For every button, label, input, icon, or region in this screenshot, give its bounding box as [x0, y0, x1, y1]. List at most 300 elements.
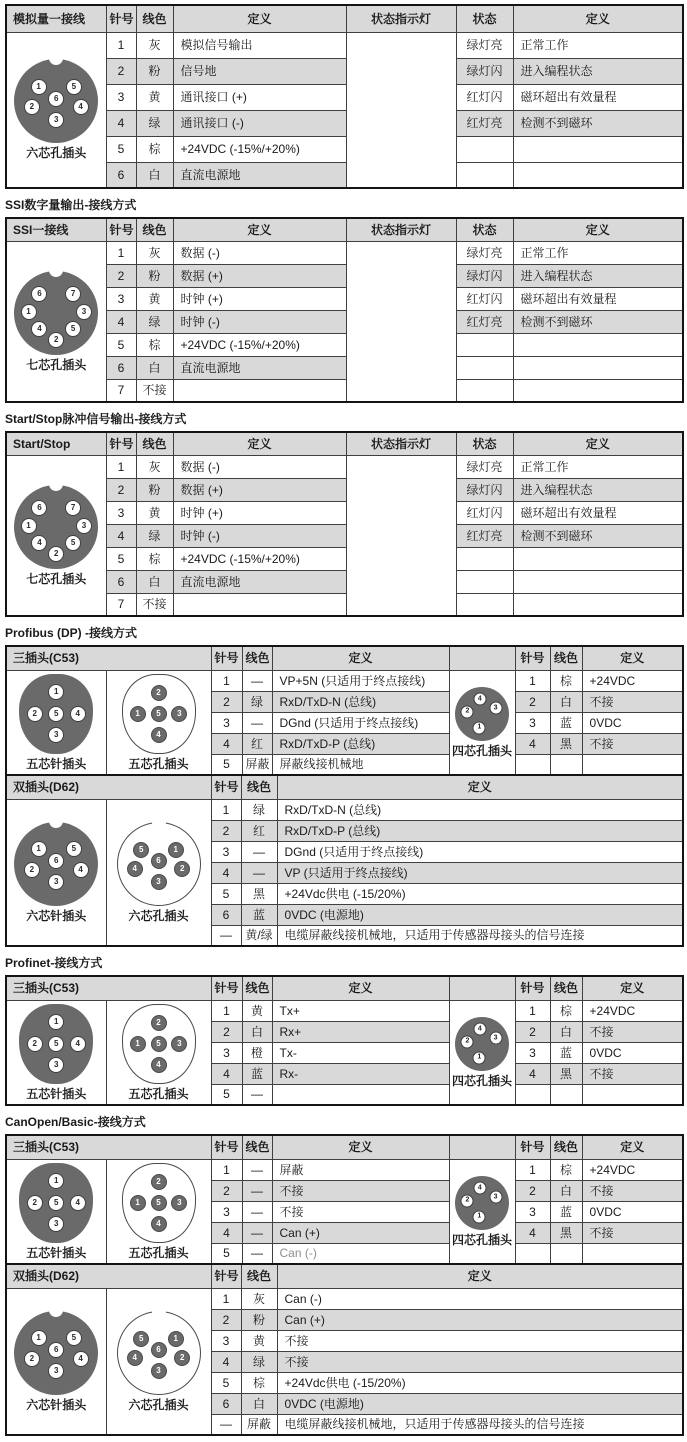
- pin-definition: RxD/TxD-P (总线): [272, 733, 449, 754]
- pin-definition: DGnd (只适用于终点接线): [277, 841, 683, 862]
- pin-number: 7: [106, 379, 136, 402]
- column-header: 针号: [211, 646, 242, 670]
- column-header: 定义: [582, 1135, 683, 1159]
- table-row: [6, 1288, 683, 1309]
- pin-4: 4: [73, 99, 89, 115]
- pin-1: 1: [130, 706, 146, 722]
- status-indicator-cell: [346, 241, 456, 402]
- wire-color: 绿: [136, 310, 173, 333]
- column-header: 定义: [277, 1264, 683, 1288]
- pin-definition: +24Vdc供电 (-15/20%): [277, 883, 683, 904]
- pin-4: 4: [31, 321, 47, 337]
- pin-3: 3: [171, 1195, 187, 1211]
- four-hole-diagram: [455, 687, 509, 741]
- pin-number: 6: [211, 904, 241, 925]
- table-row: [6, 547, 683, 570]
- status-name: 红灯亮: [456, 110, 513, 136]
- pin-definition: VP+5N (只适用于终点接线): [272, 670, 449, 691]
- connector-cell: [6, 455, 106, 616]
- pin-number: 5: [211, 754, 242, 775]
- status-name: 绿灯亮: [456, 241, 513, 264]
- status-name: [456, 356, 513, 379]
- pin-1: 1: [21, 518, 37, 534]
- status-name: 红灯闪: [456, 501, 513, 524]
- pin-number: 6: [211, 1393, 241, 1414]
- six-hole-diagram: [14, 59, 98, 143]
- table-row: [6, 356, 683, 379]
- wire-color: 粉: [136, 264, 173, 287]
- wire-color: 不接: [136, 593, 173, 616]
- status-definition: [513, 333, 683, 356]
- pin-definition: DGnd (只适用于终点接线): [272, 712, 449, 733]
- wire-color: 绿: [136, 524, 173, 547]
- pin-definition: 时钟 (-): [173, 524, 346, 547]
- connector-notch-icon: [49, 1308, 63, 1317]
- pin-5: 5: [48, 1036, 64, 1052]
- six-hole-light-diagram: [117, 822, 201, 906]
- pin-number: 4: [211, 1222, 242, 1243]
- wire-color: 白: [550, 1180, 582, 1201]
- pin-7: 7: [65, 286, 81, 302]
- header-row: [6, 646, 683, 670]
- ssi-wiring-table-mount: [5, 217, 682, 403]
- pin-5: 5: [65, 321, 81, 337]
- column-header: 针号: [211, 1264, 241, 1288]
- column-header: 定义: [272, 1135, 449, 1159]
- pin-number: 3: [211, 712, 242, 733]
- wire-color: 黄: [136, 287, 173, 310]
- four-pin-column-header: [449, 976, 515, 1000]
- pin-definition: 直流电源地: [173, 570, 346, 593]
- wiring-table-ssi: [5, 217, 684, 403]
- column-header: 针号: [211, 775, 241, 799]
- column-header: 针号: [515, 976, 550, 1000]
- status-name: 红灯亮: [456, 310, 513, 333]
- connector-cell: [6, 799, 106, 946]
- column-header: 状态: [456, 5, 513, 32]
- pin-number: 1: [106, 241, 136, 264]
- section-ssi: [5, 198, 682, 403]
- pin-4: 4: [151, 1216, 167, 1232]
- wiring-table-profibus-d62: [5, 774, 684, 947]
- table-row: [6, 58, 683, 84]
- pin-3: 3: [489, 702, 502, 715]
- pin-definition: VP (只适用于终点接线): [277, 862, 683, 883]
- pin-6: 6: [151, 1342, 167, 1358]
- pin-number: 4: [106, 310, 136, 333]
- pin-number: 1: [211, 1159, 242, 1180]
- pin-number: 2: [106, 58, 136, 84]
- pin-6: 6: [151, 853, 167, 869]
- pin-definition: 不接: [582, 1063, 683, 1084]
- pin-definition: Rx+: [272, 1021, 449, 1042]
- pin-number: 6: [106, 356, 136, 379]
- pin-definition: 0VDC: [582, 712, 683, 733]
- table-row: [6, 32, 683, 58]
- pin-definition: [582, 1243, 683, 1264]
- pin-1: 1: [31, 841, 47, 857]
- pin-2: 2: [27, 1195, 43, 1211]
- wire-color: —: [242, 670, 272, 691]
- connector-label: 七芯孔插头: [26, 571, 87, 586]
- status-definition: 进入编程状态: [513, 58, 683, 84]
- wire-color: 棕: [550, 670, 582, 691]
- connector-cell: [106, 670, 211, 775]
- section-title-ssi: SSI数字量输出-接线方式: [5, 198, 137, 212]
- wire-color: 蓝: [242, 1063, 272, 1084]
- status-definition: 正常工作: [513, 241, 683, 264]
- connector-cell: [6, 241, 106, 402]
- wire-color: [550, 1243, 582, 1264]
- pin-1: 1: [48, 684, 64, 700]
- pin-definition: 通讯接口 (+): [173, 84, 346, 110]
- pin-number: 1: [211, 1288, 241, 1309]
- wire-color: —: [242, 1201, 272, 1222]
- connector-cell: [106, 1000, 211, 1105]
- pin-1: 1: [473, 721, 486, 734]
- connector-label: 四芯孔插头: [452, 1073, 513, 1088]
- table-label: 双插头(D62): [6, 775, 211, 799]
- pin-definition: Can (-): [272, 1243, 449, 1264]
- five-male-diagram: [19, 1163, 93, 1243]
- table-row: [6, 593, 683, 616]
- status-indicator-header: 状态指示灯: [346, 5, 456, 32]
- status-definition: 检测不到磁环: [513, 110, 683, 136]
- pin-number: 1: [211, 799, 241, 820]
- pin-1: 1: [168, 842, 184, 858]
- status-definition: 进入编程状态: [513, 264, 683, 287]
- wire-color: 绿: [241, 1351, 277, 1372]
- connector-label: 四芯孔插头: [452, 1232, 513, 1247]
- table-row: [6, 379, 683, 402]
- wire-color: [550, 754, 582, 775]
- pin-number: 2: [106, 264, 136, 287]
- pin-1: 1: [21, 304, 37, 320]
- pin-2: 2: [151, 1174, 167, 1190]
- four-pin-column-header: [449, 1135, 515, 1159]
- pin-2: 2: [461, 1035, 474, 1048]
- column-header: 针号: [515, 646, 550, 670]
- pin-number: 7: [106, 593, 136, 616]
- header-row: [6, 432, 683, 455]
- pin-definition: 数据 (-): [173, 241, 346, 264]
- pin-number: [515, 1243, 550, 1264]
- connector-label: 五芯孔插头: [128, 1245, 189, 1260]
- pin-1: 1: [48, 1173, 64, 1189]
- pin-definition: RxD/TxD-N (总线): [272, 691, 449, 712]
- wire-color: 绿: [241, 799, 277, 820]
- connector: [453, 687, 512, 758]
- pin-3: 3: [48, 112, 64, 128]
- connector-cell: [6, 1288, 106, 1435]
- pin-definition: 直流电源地: [173, 162, 346, 188]
- connector: [10, 674, 103, 771]
- connector-cell: [6, 1000, 106, 1105]
- table-row: [6, 670, 683, 691]
- pin-definition: 不接: [582, 1222, 683, 1243]
- pin-3: 3: [171, 706, 187, 722]
- pin-3: 3: [489, 1032, 502, 1045]
- pin-definition: 信号地: [173, 58, 346, 84]
- pin-number: 2: [515, 1180, 550, 1201]
- four-hole-diagram: [455, 1176, 509, 1230]
- pin-4: 4: [127, 1350, 143, 1366]
- column-header: 线色: [136, 432, 173, 455]
- pin-3: 3: [48, 1216, 64, 1232]
- table-row: [6, 524, 683, 547]
- wiring-table-canopen-d62: [5, 1263, 684, 1436]
- connector-cell: [449, 670, 515, 775]
- pin-2: 2: [24, 862, 40, 878]
- connector-notch-icon: [49, 819, 63, 828]
- wire-color: 蓝: [550, 1042, 582, 1063]
- section-title-startstop: Start/Stop脉冲信号输出-接线方式: [5, 412, 187, 426]
- wire-color: 棕: [241, 1372, 277, 1393]
- pin-6: 6: [48, 91, 64, 107]
- pin-4: 4: [70, 706, 86, 722]
- column-header: 定义: [582, 976, 683, 1000]
- status-name: [456, 593, 513, 616]
- status-name: 红灯闪: [456, 84, 513, 110]
- pin-5: 5: [133, 1331, 149, 1347]
- pin-number: 2: [106, 478, 136, 501]
- column-header: 线色: [241, 775, 277, 799]
- status-name: [456, 162, 513, 188]
- pin-3: 3: [151, 1363, 167, 1379]
- table-label: 三插头(C53): [6, 646, 211, 670]
- pin-definition: 数据 (+): [173, 264, 346, 287]
- wire-color: 黄: [241, 1330, 277, 1351]
- column-header: 线色: [136, 218, 173, 241]
- wire-color: 白: [136, 356, 173, 379]
- wire-color: [550, 1084, 582, 1105]
- pin-definition: [272, 1084, 449, 1105]
- table-row: [6, 310, 683, 333]
- pin-definition: 不接: [277, 1351, 683, 1372]
- column-header: 定义: [272, 976, 449, 1000]
- pin-definition: 不接: [277, 1330, 683, 1351]
- connector-cell: [6, 32, 106, 188]
- pin-number: 5: [211, 1372, 241, 1393]
- five-hole-diagram: [122, 1163, 196, 1243]
- pin-1: 1: [31, 79, 47, 95]
- pin-definition: 0VDC (电源地): [277, 904, 683, 925]
- table-row: [6, 84, 683, 110]
- status-name: [456, 379, 513, 402]
- status-definition: 正常工作: [513, 455, 683, 478]
- wire-color: 黑: [550, 1222, 582, 1243]
- connector-cell: [106, 799, 211, 946]
- connector-cell: [449, 1000, 515, 1105]
- connector: [110, 1311, 208, 1412]
- connector: [10, 1004, 103, 1101]
- status-name: [456, 136, 513, 162]
- connector-notch-icon: [152, 820, 166, 829]
- pin-number: 5: [106, 547, 136, 570]
- connector-cell: [6, 670, 106, 775]
- pin-5: 5: [66, 1330, 82, 1346]
- connector-label: 六芯孔插头: [26, 146, 87, 161]
- status-definition: 磁环超出有效量程: [513, 287, 683, 310]
- connector: [453, 1176, 512, 1247]
- connector-label: 五芯针插头: [26, 1245, 87, 1260]
- pin-number: 5: [211, 1084, 242, 1105]
- pin-definition: +24VDC: [582, 1000, 683, 1021]
- pin-definition: +24VDC (-15%/+20%): [173, 136, 346, 162]
- pin-definition: 通讯接口 (-): [173, 110, 346, 136]
- column-header: 线色: [136, 5, 173, 32]
- wire-color: —: [242, 1084, 272, 1105]
- wire-color: 橙: [242, 1042, 272, 1063]
- column-header: 针号: [106, 432, 136, 455]
- pin-5: 5: [66, 79, 82, 95]
- pin-number: 1: [106, 455, 136, 478]
- wire-color: 黑: [241, 883, 277, 904]
- connector: [10, 1163, 103, 1260]
- column-header: 针号: [211, 1135, 242, 1159]
- column-header: 定义: [173, 432, 346, 455]
- pin-2: 2: [27, 1036, 43, 1052]
- wire-color: —: [241, 841, 277, 862]
- pin-definition: Rx-: [272, 1063, 449, 1084]
- pin-number: 2: [515, 691, 550, 712]
- pin-4: 4: [73, 1351, 89, 1367]
- pin-2: 2: [151, 1015, 167, 1031]
- pin-1: 1: [473, 1051, 486, 1064]
- pin-definition: 电缆屏蔽线接机械地，只适用于传感器母接头的信号连接: [277, 925, 683, 946]
- connector-cell: [449, 1159, 515, 1264]
- status-indicator-cell: [346, 455, 456, 616]
- header-row: [6, 218, 683, 241]
- section-title-profibus: Profibus (DP) -接线方式: [5, 626, 137, 640]
- column-header: 定义: [173, 218, 346, 241]
- status-name: 红灯亮: [456, 524, 513, 547]
- pin-4: 4: [151, 1057, 167, 1073]
- seven-hole-diagram: [14, 485, 98, 569]
- pin-definition: 0VDC: [582, 1042, 683, 1063]
- table-row: [6, 162, 683, 188]
- pin-1: 1: [168, 1331, 184, 1347]
- status-name: 绿灯闪: [456, 58, 513, 84]
- status-indicator-header: 状态指示灯: [346, 218, 456, 241]
- pin-number: 3: [106, 84, 136, 110]
- pin-definition: Can (+): [277, 1309, 683, 1330]
- pin-4: 4: [70, 1195, 86, 1211]
- header-row: [6, 775, 683, 799]
- pin-5: 5: [151, 1195, 167, 1211]
- status-definition: [513, 162, 683, 188]
- connector-label: 五芯孔插头: [128, 756, 189, 771]
- table-row: [6, 1000, 683, 1021]
- status-definition: [513, 379, 683, 402]
- section-startstop: [5, 412, 682, 617]
- pin-4: 4: [127, 861, 143, 877]
- column-header: 线色: [242, 1135, 272, 1159]
- pin-number: 3: [211, 1042, 242, 1063]
- seven-hole-diagram: [14, 271, 98, 355]
- pin-number: 1: [211, 1000, 242, 1021]
- connector-label: 五芯针插头: [26, 756, 87, 771]
- pin-number: —: [211, 1414, 241, 1435]
- connector-label: 七芯孔插头: [26, 357, 87, 372]
- wiring-table-analog: [5, 4, 684, 189]
- section-title-profinet: Profinet-接线方式: [5, 956, 103, 970]
- wire-color: 屏蔽: [242, 754, 272, 775]
- wire-color: 白: [136, 570, 173, 593]
- pin-definition: 0VDC (电源地): [277, 1393, 683, 1414]
- pin-number: 1: [106, 32, 136, 58]
- wire-color: —: [242, 712, 272, 733]
- header-row: [6, 1264, 683, 1288]
- column-header: 定义: [582, 646, 683, 670]
- table-row: [6, 799, 683, 820]
- pin-4: 4: [31, 535, 47, 551]
- wiring-table-profinet-c53: [5, 975, 684, 1106]
- table-row: [6, 241, 683, 264]
- wire-color: 黑: [550, 733, 582, 754]
- pin-2: 2: [48, 546, 64, 562]
- pin-3: 3: [48, 1057, 64, 1073]
- pin-3: 3: [48, 874, 64, 890]
- pin-number: 3: [515, 1201, 550, 1222]
- pin-5: 5: [48, 706, 64, 722]
- pin-definition: [582, 1084, 683, 1105]
- wire-color: 粉: [136, 478, 173, 501]
- pin-definition: Can (+): [272, 1222, 449, 1243]
- table-label: SSI一接线: [6, 218, 106, 241]
- four-hole-diagram: [455, 1017, 509, 1071]
- pin-number: 4: [211, 733, 242, 754]
- pin-6: 6: [48, 853, 64, 869]
- pin-2: 2: [174, 861, 190, 877]
- status-name: 红灯闪: [456, 287, 513, 310]
- pin-number: 3: [211, 1201, 242, 1222]
- column-header: 定义: [173, 5, 346, 32]
- pin-4: 4: [151, 727, 167, 743]
- pin-2: 2: [48, 332, 64, 348]
- connector: [453, 1017, 512, 1088]
- pin-definition: +24VDC: [582, 1159, 683, 1180]
- connector: [10, 271, 103, 372]
- wire-color: 白: [136, 162, 173, 188]
- five-hole-diagram: [122, 1004, 196, 1084]
- connector-label: 六芯针插头: [26, 908, 87, 923]
- pin-number: 4: [515, 1063, 550, 1084]
- pin-5: 5: [133, 842, 149, 858]
- pin-1: 1: [130, 1195, 146, 1211]
- pin-number: 1: [515, 1159, 550, 1180]
- six-male-diagram: [14, 822, 98, 906]
- pin-definition: 不接: [582, 1180, 683, 1201]
- pin-definition: 时钟 (+): [173, 501, 346, 524]
- pin-number: [515, 1084, 550, 1105]
- wire-color: 灰: [136, 455, 173, 478]
- wire-color: —: [242, 1159, 272, 1180]
- pin-definition: 不接: [582, 733, 683, 754]
- wire-color: 白: [241, 1393, 277, 1414]
- pin-4: 4: [473, 693, 486, 706]
- table-label: 三插头(C53): [6, 1135, 211, 1159]
- wire-color: 黑: [550, 1063, 582, 1084]
- status-definition: 磁环超出有效量程: [513, 84, 683, 110]
- wire-color: 屏蔽: [241, 1414, 277, 1435]
- wiring-table-startstop: [5, 431, 684, 617]
- connector-label: 六芯孔插头: [128, 908, 189, 923]
- column-header: 线色: [242, 646, 272, 670]
- wire-color: 粉: [241, 1309, 277, 1330]
- wire-color: 不接: [136, 379, 173, 402]
- six-hole-light-diagram: [117, 1311, 201, 1395]
